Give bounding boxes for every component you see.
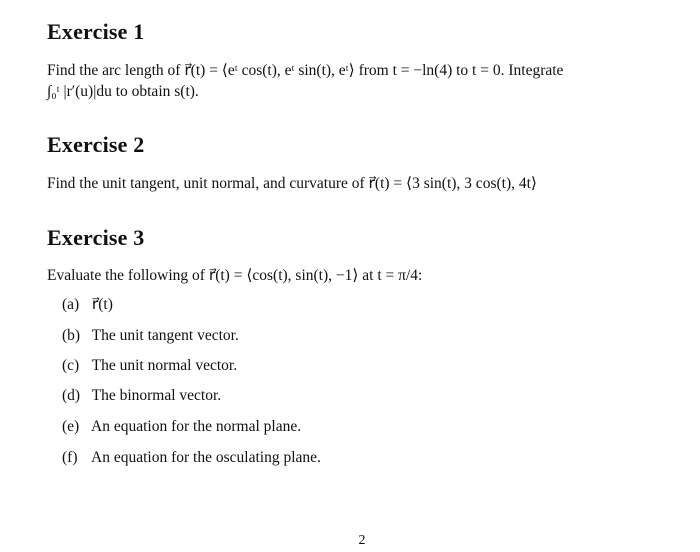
item-text: An equation for the normal plane. xyxy=(91,418,302,435)
item-label: (c) xyxy=(62,357,80,374)
item-text: The binormal vector. xyxy=(91,387,222,404)
exercise-3-item-b xyxy=(62,327,239,345)
exercise-3-item-c xyxy=(62,357,237,375)
exercise-2-text xyxy=(47,173,537,194)
exercise-1-text-line-1 xyxy=(47,60,563,81)
page-number: 2 xyxy=(358,533,366,548)
item-label: (a) xyxy=(62,296,80,313)
item-label: (d) xyxy=(62,387,81,404)
exercise-2-text-content: Find the unit tangent, unit normal, and curvature of r⃗(t) = ⟨3 sin(t), 3 cos(t), 4t⟩ xyxy=(47,175,537,192)
exercise-1-text-line-1-content: Find the arc length of r⃗(t) = ⟨eᵗ cos(t), eᵗ sin(t), eᵗ⟩ from t = −ln(4) to t = 0. Integrate xyxy=(47,62,564,79)
exercise-1-text-line-2 xyxy=(47,81,199,102)
exercise-1-title: Exercise 1 xyxy=(47,19,145,44)
item-label: (f) xyxy=(62,449,78,466)
exercise-1-text-line-2-content: ∫₀ᵗ |r′(u)|du to obtain s(t). xyxy=(47,83,199,100)
exercise-3-item-f xyxy=(62,449,321,467)
item-text: The unit tangent vector. xyxy=(91,327,239,344)
item-text: An equation for the osculating plane. xyxy=(91,449,321,466)
exercise-3-item-a xyxy=(62,295,113,314)
exercise-3-text xyxy=(47,265,422,286)
exercise-3-text-content: Evaluate the following of r⃗(t) = ⟨cos(t), sin(t), −1⟩ at t = π/4: xyxy=(47,267,423,284)
item-label: (e) xyxy=(62,418,80,435)
exercise-2-title: Exercise 2 xyxy=(47,132,145,157)
item-text: r⃗(t) xyxy=(91,296,113,313)
exercise-3-title: Exercise 3 xyxy=(47,225,145,250)
exercise-3-item-e xyxy=(62,418,301,436)
item-text: The unit normal vector. xyxy=(91,357,238,374)
item-label: (b) xyxy=(62,327,81,344)
exercise-3-item-d xyxy=(62,387,221,405)
